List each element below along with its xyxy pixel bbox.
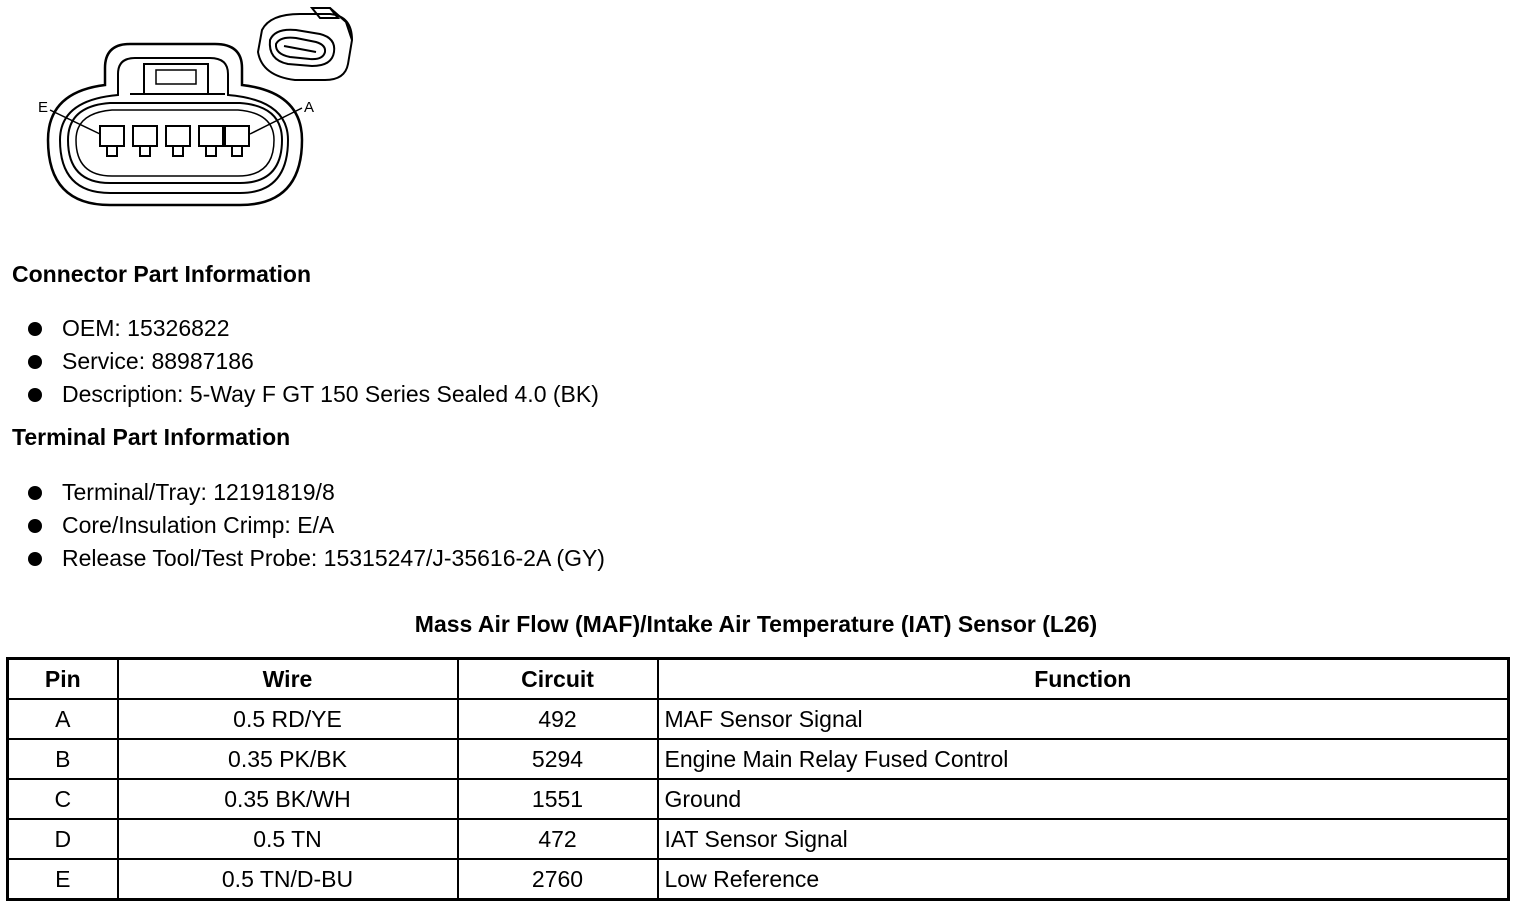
- wire-cell: 0.5 TN/D-BU: [118, 859, 458, 900]
- table-row: [8, 739, 1509, 779]
- function-cell: Engine Main Relay Fused Control: [658, 739, 1509, 779]
- wire-cell: 0.35 PK/BK: [118, 739, 458, 779]
- circuit-cell: 2760: [458, 859, 658, 900]
- locking-tab: [144, 64, 208, 94]
- connector-part-info-heading: Connector Part Information: [12, 261, 312, 287]
- pinout-table-title: Mass Air Flow (MAF)/Intake Air Temperature (IAT) Sensor (L26): [414, 611, 1098, 637]
- wire-cell: 0.5 TN: [118, 819, 458, 859]
- function-cell: Ground: [658, 779, 1509, 819]
- column-header-wire: Wire: [118, 659, 458, 700]
- list-item: Release Tool/Test Probe: 15315247/J-35616-2A (GY): [28, 542, 605, 575]
- circuit-cell: 1551: [458, 779, 658, 819]
- function-cell: MAF Sensor Signal: [658, 699, 1509, 739]
- pin-cell: B: [8, 739, 118, 779]
- pinout-table: [6, 657, 1510, 901]
- pin-label-e: E: [38, 99, 49, 116]
- pin-cell: A: [8, 699, 118, 739]
- bullet-icon: [28, 355, 42, 369]
- pin-cell: C: [8, 779, 118, 819]
- bullet-icon: [28, 486, 42, 500]
- pin-label-a: A: [304, 99, 315, 116]
- table-row: [8, 699, 1509, 739]
- bullet-icon: [28, 322, 42, 336]
- list-item: Service: 88987186: [28, 345, 599, 378]
- terminal-part-info-list: [28, 476, 605, 575]
- terminal-part-info-heading: Terminal Part Information: [12, 424, 291, 450]
- column-header-pin: Pin: [8, 659, 118, 700]
- circuit-cell: 5294: [458, 739, 658, 779]
- bullet-icon: [28, 388, 42, 402]
- circuit-cell: 472: [458, 819, 658, 859]
- table-row: [8, 859, 1509, 900]
- wire-cell: 0.5 RD/YE: [118, 699, 458, 739]
- pin-cell: D: [8, 819, 118, 859]
- column-header-function: Function: [658, 659, 1509, 700]
- terminal-cavities: [100, 126, 249, 156]
- connector-face-diagram: [0, 0, 380, 220]
- connector-3d-illustration: [258, 8, 352, 80]
- function-cell: IAT Sensor Signal: [658, 819, 1509, 859]
- table-row: [8, 779, 1509, 819]
- list-item: Terminal/Tray: 12191819/8: [28, 476, 605, 509]
- wire-cell: 0.35 BK/WH: [118, 779, 458, 819]
- list-item: Core/Insulation Crimp: E/A: [28, 509, 605, 542]
- table-header-row: [8, 659, 1509, 700]
- column-header-circuit: Circuit: [458, 659, 658, 700]
- connector-part-info-list: [28, 312, 599, 411]
- bullet-icon: [28, 519, 42, 533]
- bullet-icon: [28, 552, 42, 566]
- pin-cell: E: [8, 859, 118, 900]
- connector-housing-outline: [48, 44, 302, 205]
- function-cell: Low Reference: [658, 859, 1509, 900]
- table-row: [8, 819, 1509, 859]
- list-item: Description: 5-Way F GT 150 Series Sealed 4.0 (BK): [28, 378, 599, 411]
- list-item: OEM: 15326822: [28, 312, 599, 345]
- circuit-cell: 492: [458, 699, 658, 739]
